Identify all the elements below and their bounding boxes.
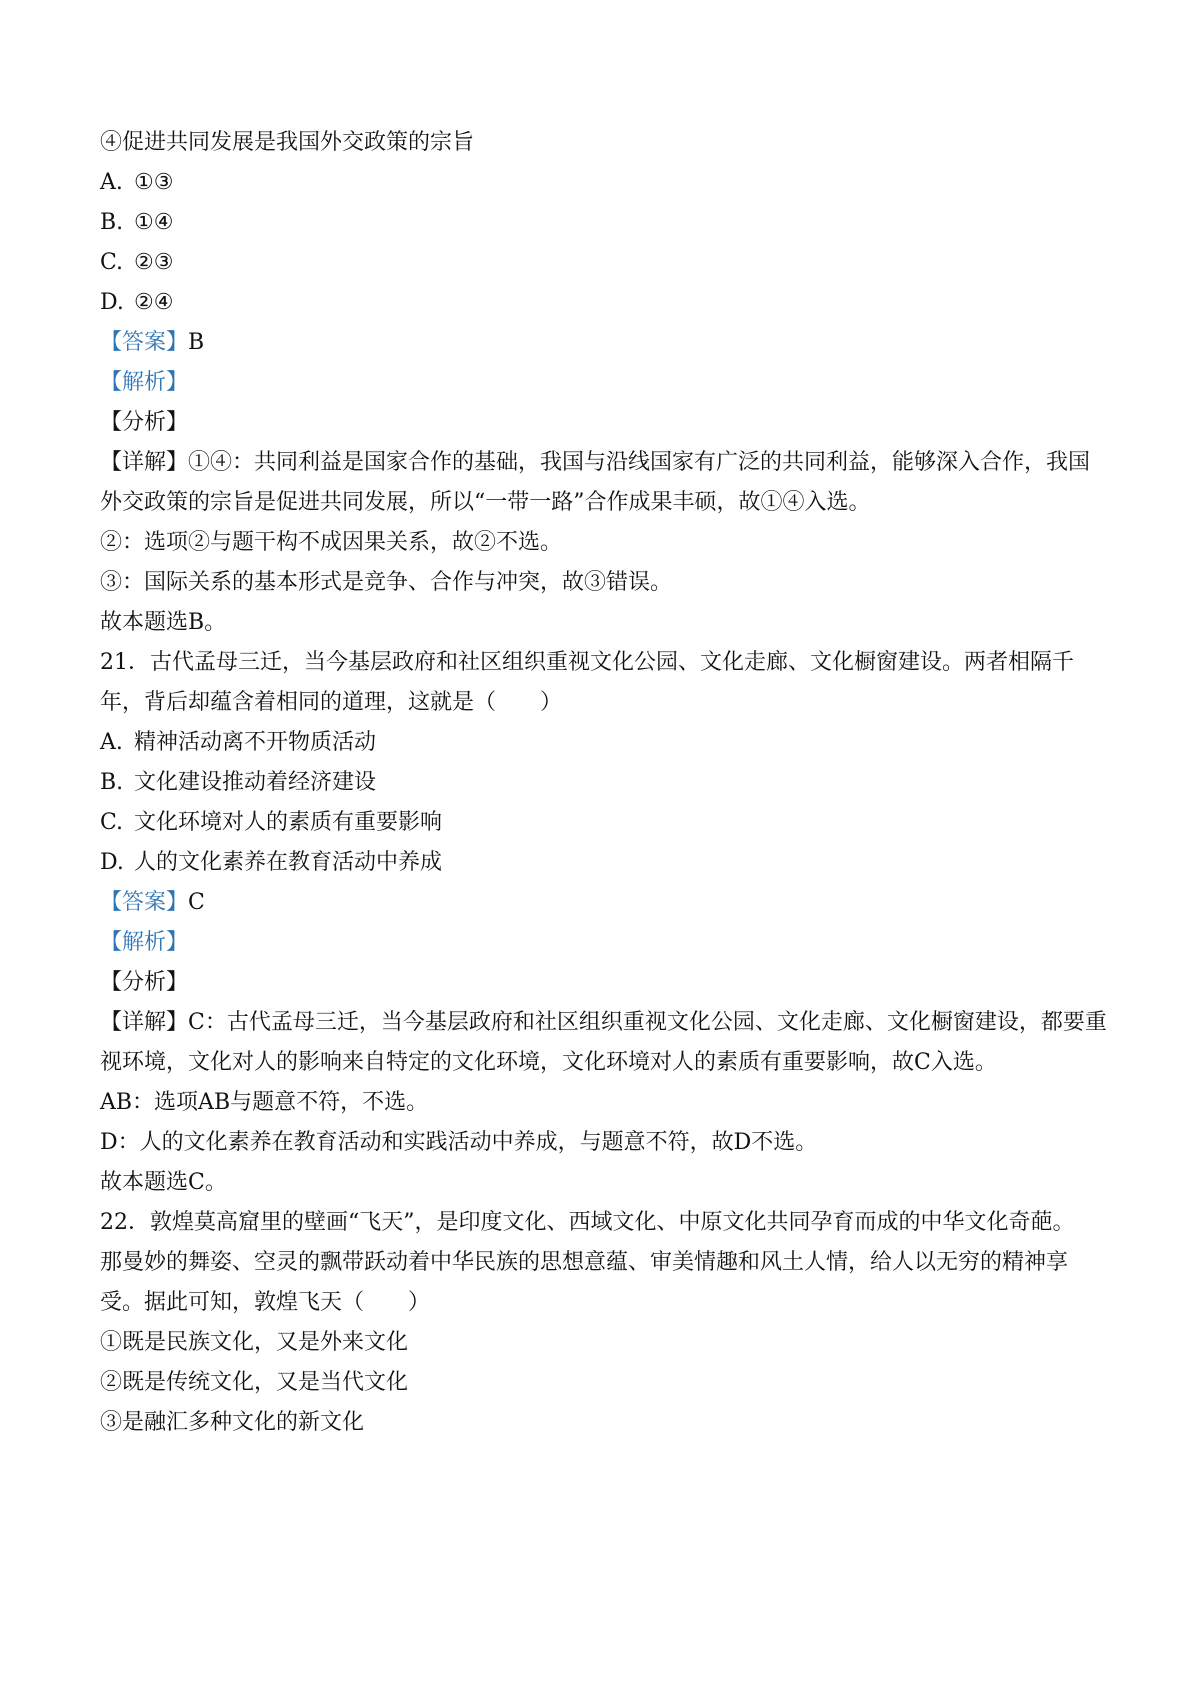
q22-stem-line-3: 受。据此可知，敦煌飞天（ ） xyxy=(100,1290,431,1315)
q20-option-c xyxy=(100,248,173,278)
option-text: ②④ xyxy=(134,290,174,315)
q22-stem-line-2: 那曼妙的舞姿、空灵的飘带跃动着中华民族的思想意蕴、审美情趣和风土人情，给人以无穷的精神享 xyxy=(100,1250,1069,1275)
q21-detail-line-2: 视环境，文化对人的影响来自特定的文化环境，文化环境对人的素质有重要影响，故C入选。 xyxy=(100,1050,997,1075)
q21-detail-line-1 xyxy=(100,1008,1107,1038)
option-text: ①④ xyxy=(134,210,174,235)
q20-jiexi-tag: 【解析】 xyxy=(100,370,189,395)
q21-option-d xyxy=(100,848,442,878)
q22-statement-2: ②既是传统文化，又是当代文化 xyxy=(100,1370,409,1395)
option-letter: C. xyxy=(100,810,124,835)
q21-answer xyxy=(100,888,205,918)
q21-stem-line-1: 21．古代孟母三迁，当今基层政府和社区组织重视文化公园、文化走廊、文化橱窗建设。两者相隔千 xyxy=(100,650,1074,675)
answer-tag: 【答案】 xyxy=(100,890,189,915)
option-letter: B. xyxy=(100,210,124,235)
q20-detail-line-4: ③：国际关系的基本形式是竞争、合作与冲突，故③错误。 xyxy=(100,570,673,595)
q22-statement-3: ③是融汇多种文化的新文化 xyxy=(100,1410,365,1435)
q21-option-b xyxy=(100,768,376,798)
q21-stem-line-2: 年，背后却蕴含着相同的道理，这就是（ ） xyxy=(100,690,563,715)
q21-jiexi-tag: 【解析】 xyxy=(100,930,189,955)
option-text: ②③ xyxy=(134,250,174,275)
q20-detail-line-2: 外交政策的宗旨是促进共同发展，所以“一带一路”合作成果丰硕，故①④入选。 xyxy=(100,490,871,515)
option-letter: C. xyxy=(100,250,124,275)
q20-option-d xyxy=(100,288,173,318)
q20-option-a xyxy=(100,168,173,198)
q21-option-a xyxy=(100,728,376,758)
q20-detail-line-1 xyxy=(100,448,1090,478)
q20-conclusion: 故本题选B。 xyxy=(100,610,227,635)
q21-option-c xyxy=(100,808,442,838)
q21-fenxi-tag: 【分析】 xyxy=(100,970,189,995)
option-letter: D. xyxy=(100,850,124,875)
answer-value: C xyxy=(188,890,205,915)
option-letter: D. xyxy=(100,290,124,315)
answer-tag: 【答案】 xyxy=(100,330,189,355)
answer-value: B xyxy=(188,330,205,355)
q21-conclusion: 故本题选C。 xyxy=(100,1170,227,1195)
detail-text: ①④：共同利益是国家合作的基础，我国与沿线国家有广泛的共同利益，能够深入合作，我国 xyxy=(188,450,1091,475)
option-text: 文化环境对人的素质有重要影响 xyxy=(134,810,443,835)
option-text: 精神活动离不开物质活动 xyxy=(134,730,377,755)
q20-detail-line-3: ②：选项②与题干构不成因果关系，故②不选。 xyxy=(100,530,563,555)
xiangjie-tag: 【详解】 xyxy=(100,450,189,475)
option-text: 人的文化素养在教育活动中养成 xyxy=(134,850,443,875)
option-text: 文化建设推动着经济建设 xyxy=(134,770,377,795)
q22-statement-1: ①既是民族文化，又是外来文化 xyxy=(100,1330,409,1355)
q20-fenxi-tag: 【分析】 xyxy=(100,410,189,435)
option-letter: A. xyxy=(100,170,123,195)
q22-stem-line-1: 22．敦煌莫高窟里的壁画“飞天”，是印度文化、西域文化、中原文化共同孕育而成的中华文化奇葩。 xyxy=(100,1210,1075,1235)
q20-statement-4: ④促进共同发展是我国外交政策的宗旨 xyxy=(100,130,475,155)
q21-detail-line-3: AB：选项AB与题意不符，不选。 xyxy=(100,1090,429,1115)
option-text: ①③ xyxy=(134,170,174,195)
q21-detail-line-4: D：人的文化素养在教育活动和实践活动中养成，与题意不符，故D不选。 xyxy=(100,1130,818,1155)
xiangjie-tag: 【详解】 xyxy=(100,1010,189,1035)
option-letter: B. xyxy=(100,770,124,795)
detail-text: C：古代孟母三迁，当今基层政府和社区组织重视文化公园、文化走廊、文化橱窗建设，都要重 xyxy=(188,1010,1107,1035)
q20-option-b xyxy=(100,208,173,238)
q20-answer xyxy=(100,328,204,358)
option-letter: A. xyxy=(100,730,123,755)
